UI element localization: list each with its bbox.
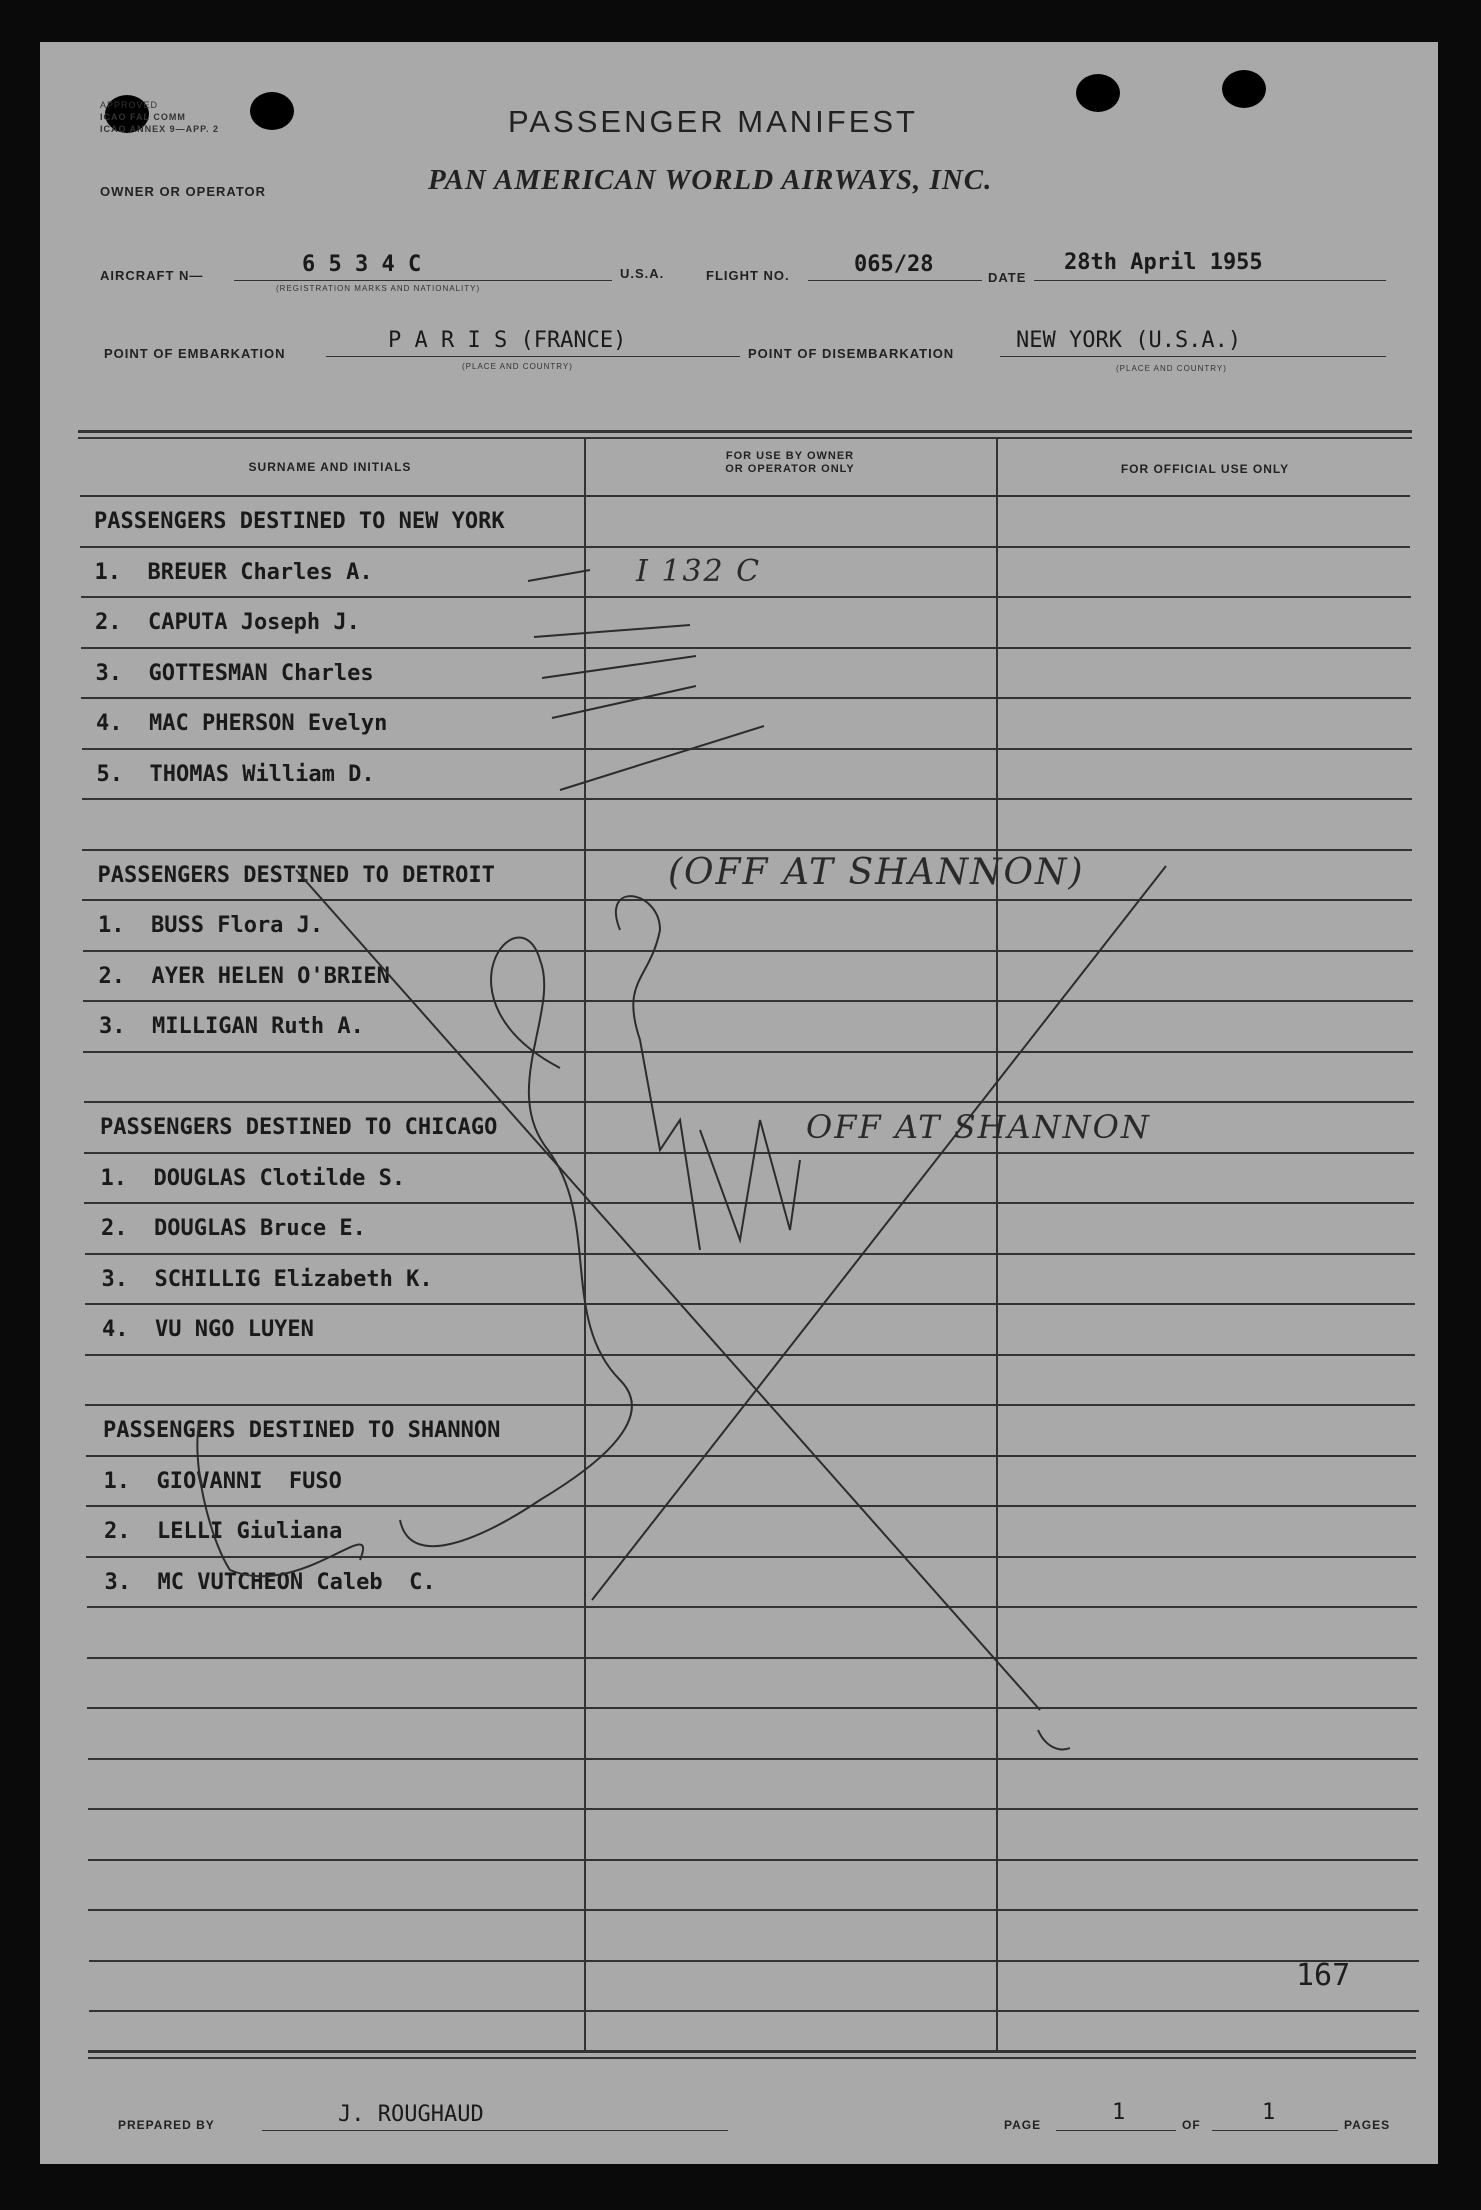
of-underline: [1212, 2130, 1338, 2131]
detroit-off-annotation: (OFF AT SHANNON): [668, 852, 1085, 893]
flight-number: 065/28: [854, 252, 934, 277]
prepared-by-underline: [262, 2130, 728, 2131]
page-value: 1: [1112, 2100, 1126, 2125]
page-underline: [1056, 2130, 1176, 2131]
signature-squiggle-1: [400, 938, 632, 1547]
usa-label: U.S.A.: [620, 266, 665, 281]
prepared-by-label: PREPARED BY: [118, 2118, 215, 2132]
table-row: 3. MC VUTCHEON Caleb C.: [104, 1570, 436, 1595]
pages-label: PAGES: [1344, 2118, 1391, 2132]
signature-squiggle-2: [616, 896, 700, 1250]
table-row: 3. SCHILLIG Elizabeth K.: [101, 1267, 433, 1292]
of-value: 1: [1262, 2100, 1276, 2125]
table-row: 2. DOUGLAS Bruce E.: [101, 1216, 366, 1241]
ticket-annotation: I 132 C: [636, 554, 762, 589]
checkmark-3: [542, 656, 696, 678]
table-row: 1. BUSS Flora J.: [98, 913, 324, 938]
table-row: 1. DOUGLAS Clotilde S.: [100, 1166, 406, 1191]
cross-line-1: [296, 870, 1040, 1710]
column-header-official: FOR OFFICIAL USE ONLY: [1120, 462, 1290, 476]
page-label: PAGE: [1004, 2118, 1042, 2132]
column-header-owner-2: OR OPERATOR ONLY: [725, 463, 855, 475]
flight-date: 28th April 1955: [1064, 250, 1263, 275]
table-row: PASSENGERS DESTINED TO NEW YORK: [94, 509, 505, 534]
table-row: PASSENGERS DESTINED TO CHICAGO: [100, 1115, 498, 1140]
table-row: PASSENGERS DESTINED TO SHANNON: [103, 1418, 501, 1443]
checkmark-1: [528, 570, 590, 581]
table-row: PASSENGERS DESTINED TO DETROIT: [97, 863, 495, 888]
cross-line-2: [592, 866, 1166, 1600]
operator-name: PAN AMERICAN WORLD AIRWAYS, INC.: [428, 164, 993, 196]
column-header-owner-1: FOR USE BY OWNER: [725, 450, 855, 462]
aircraft-registration: 6 5 3 4 C: [302, 252, 422, 277]
page-title: PASSENGER MANIFEST: [508, 104, 918, 139]
embarkation-caption: (PLACE AND COUNTRY): [462, 362, 573, 371]
page-number: 167: [1296, 1958, 1351, 1993]
checkmark-4: [552, 686, 696, 718]
checkmark-5: [560, 726, 764, 790]
table-row: 2. LELLI Giuliana: [104, 1519, 343, 1544]
table-row: 5. THOMAS William D.: [96, 762, 375, 787]
embarkation-point: P A R I S (FRANCE): [388, 328, 627, 353]
disembarkation-label: POINT OF DISEMBARKATION: [748, 346, 955, 361]
embarkation-label: POINT OF EMBARKATION: [104, 346, 286, 361]
aircraft-caption: (REGISTRATION MARKS AND NATIONALITY): [276, 284, 481, 293]
owner-label: OWNER OR OPERATOR: [100, 184, 267, 199]
table-row: 3. MILLIGAN Ruth A.: [99, 1014, 364, 1039]
table-row: 4. VU NGO LUYEN: [102, 1317, 314, 1342]
column-header-names: SURNAME AND INITIALS: [248, 460, 412, 474]
table-row: 2. CAPUTA Joseph J.: [95, 610, 360, 635]
table-row: 1. BREUER Charles A.: [94, 560, 373, 585]
form-reference-line1: ICAO FAL COMM: [100, 112, 186, 122]
table-row: 1. GIOVANNI FUSO: [103, 1469, 342, 1494]
checkmark-2: [534, 625, 690, 637]
table-row: 3. GOTTESMAN Charles: [95, 661, 374, 686]
form-reference-line2: ICAO ANNEX 9—APP. 2: [100, 124, 220, 134]
disembarkation-point: NEW YORK (U.S.A.): [1016, 328, 1242, 353]
date-label: DATE: [988, 270, 1027, 285]
signature-squiggle-3: [700, 1120, 800, 1240]
chicago-off-annotation: OFF AT SHANNON: [806, 1108, 1151, 1146]
approval-stamp: APPROVED: [100, 100, 159, 110]
signature-squiggle-4: [197, 1420, 363, 1576]
table-row: 4. MAC PHERSON Evelyn: [96, 711, 388, 736]
flight-label: FLIGHT NO.: [706, 268, 790, 283]
of-label: OF: [1182, 2118, 1201, 2132]
prepared-by-name: J. ROUGHAUD: [338, 2102, 484, 2127]
table-row: 2. AYER HELEN O'BRIEN: [98, 964, 390, 989]
aircraft-label: AIRCRAFT N—: [100, 268, 204, 283]
pen-mark: [1038, 1730, 1070, 1749]
disembarkation-caption: (PLACE AND COUNTRY): [1116, 364, 1227, 373]
